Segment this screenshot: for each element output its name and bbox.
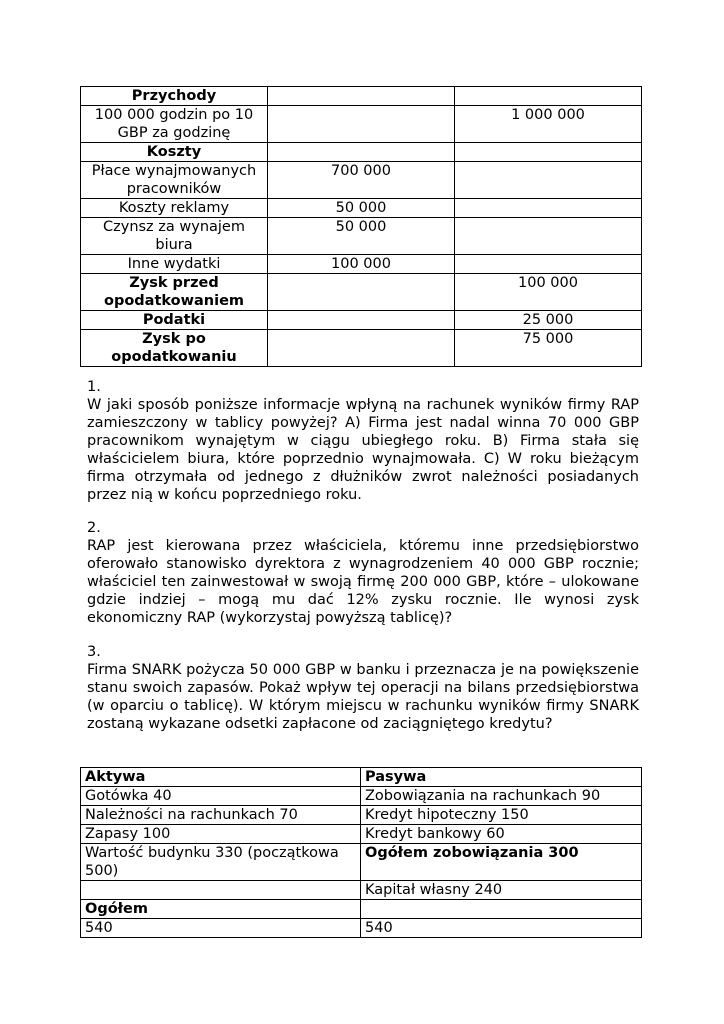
row-label-cell: Przychody <box>81 87 268 106</box>
cost-value-cell: 50 000 <box>268 199 455 218</box>
question-number: 2. <box>87 520 101 536</box>
total-value-cell <box>455 255 642 274</box>
row-label-cell: Czynsz za wynajem biura <box>81 218 268 255</box>
cost-value-cell: 50 000 <box>268 218 455 255</box>
table-row <box>81 106 642 143</box>
row-label-cell: Koszty reklamy <box>81 199 268 218</box>
question-number: 1. <box>87 379 101 395</box>
cost-value-cell <box>268 87 455 106</box>
table-row <box>81 825 642 844</box>
question-1 <box>87 378 639 504</box>
question-number: 3. <box>87 644 101 660</box>
table-row <box>81 881 642 900</box>
income-statement-table <box>80 86 642 367</box>
total-value-cell: 25 000 <box>455 311 642 330</box>
liabilities-cell: Pasywa <box>361 768 642 787</box>
row-label-cell: 100 000 godzin po 10 GBP za godzinę <box>81 106 268 143</box>
table-row <box>81 919 642 938</box>
assets-cell: 540 <box>81 919 361 938</box>
row-label-cell: Koszty <box>81 143 268 162</box>
table-row <box>81 274 642 311</box>
total-value-cell: 1 000 000 <box>455 106 642 143</box>
assets-cell: Gotówka 40 <box>81 787 361 806</box>
cost-value-cell: 100 000 <box>268 255 455 274</box>
liabilities-cell: Kredyt bankowy 60 <box>361 825 642 844</box>
table-row <box>81 900 642 919</box>
question-text: Firma SNARK pożycza 50 000 GBP w banku i przeznacza je na powiększenie stanu swoich zapasów. Pokaż wpływ tej operacji na bilans przedsiębiorstwa (w oparciu o tablicę). W którym miejscu w rachunku wyników firmy SNARK zostaną wykazane odsetki zapłacone od zaciągniętego kredytu? <box>87 662 639 732</box>
question-text: RAP jest kierowana przez właściciela, któremu inne przedsiębiorstwo oferowało stanowisko dyrektora z wynagrodzeniem 40 000 GBP rocznie; właściciel ten zainwestował w swoją firmę 200 000 GBP, które – ulokowane gdzie indziej – mogą mu dać 12% zysku rocznie. Ile wynosi zysk ekonomiczny RAP (wykorzystaj powyższą tablicę)? <box>87 538 639 626</box>
assets-cell: Ogółem <box>81 900 361 919</box>
total-value-cell <box>455 162 642 199</box>
cost-value-cell <box>268 330 455 367</box>
table-row <box>81 143 642 162</box>
table-row <box>81 255 642 274</box>
total-value-cell <box>455 143 642 162</box>
row-label-cell: Zysk po opodatkowaniu <box>81 330 268 367</box>
liabilities-cell: Ogółem zobowiązania 300 <box>361 844 642 881</box>
cost-value-cell <box>268 274 455 311</box>
row-label-cell: Płace wynajmowanych pracowników <box>81 162 268 199</box>
table-row <box>81 162 642 199</box>
total-value-cell <box>455 218 642 255</box>
total-value-cell <box>455 87 642 106</box>
liabilities-cell: Kredyt hipoteczny 150 <box>361 806 642 825</box>
row-label-cell: Zysk przed opodatkowaniem <box>81 274 268 311</box>
cost-value-cell <box>268 143 455 162</box>
assets-cell: Wartość budynku 330 (początkowa 500) <box>81 844 361 881</box>
liabilities-cell: 540 <box>361 919 642 938</box>
question-2 <box>87 519 639 627</box>
table-row <box>81 768 642 787</box>
table-row <box>81 806 642 825</box>
assets-cell: Aktywa <box>81 768 361 787</box>
total-value-cell <box>455 199 642 218</box>
question-text: W jaki sposób poniższe informacje wpłyną na rachunek wyników firmy RAP zamieszczony w tablicy powyżej? A) Firma jest nadal winna 70 000 GBP pracownikom wynajętym w ciągu ubiegłego roku. B) Firma stała się właścicielem biura, które poprzednio wynajmowała. C) W roku bieżącym firma otrzymała od jednego z dłużników zwrot należności posiadanych przez nią w końcu poprzedniego roku. <box>87 397 639 503</box>
liabilities-cell: Zobowiązania na rachunkach 90 <box>361 787 642 806</box>
table-row <box>81 311 642 330</box>
row-label-cell: Inne wydatki <box>81 255 268 274</box>
table-row <box>81 87 642 106</box>
total-value-cell: 100 000 <box>455 274 642 311</box>
liabilities-cell: Kapitał własny 240 <box>361 881 642 900</box>
assets-cell: Należności na rachunkach 70 <box>81 806 361 825</box>
table-row <box>81 787 642 806</box>
question-3 <box>87 643 639 733</box>
table-row <box>81 199 642 218</box>
cost-value-cell <box>268 311 455 330</box>
assets-cell <box>81 881 361 900</box>
balance-sheet-table <box>80 767 642 938</box>
table-row <box>81 844 642 881</box>
liabilities-cell <box>361 900 642 919</box>
table-row <box>81 218 642 255</box>
row-label-cell: Podatki <box>81 311 268 330</box>
table-row <box>81 330 642 367</box>
cost-value-cell <box>268 106 455 143</box>
cost-value-cell: 700 000 <box>268 162 455 199</box>
assets-cell: Zapasy 100 <box>81 825 361 844</box>
total-value-cell: 75 000 <box>455 330 642 367</box>
